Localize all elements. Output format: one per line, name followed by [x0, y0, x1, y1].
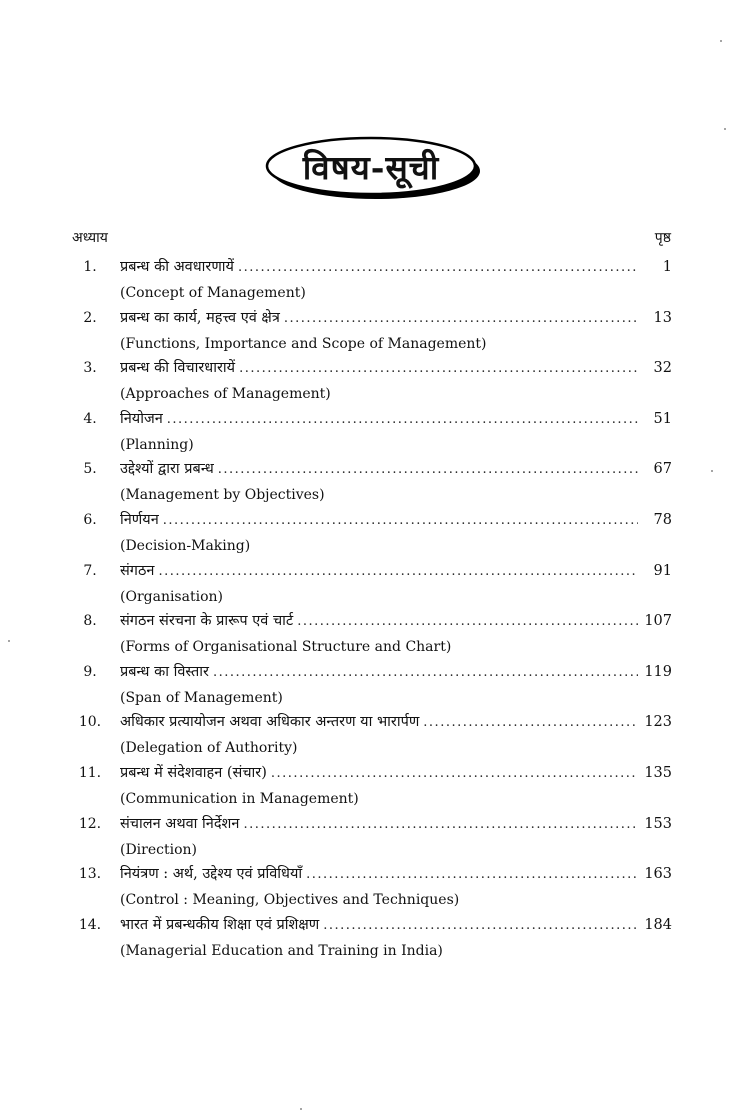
toc-entry	[60, 256, 672, 307]
page-number: 51	[653, 410, 672, 427]
chapter-title-hindi: संगठन	[120, 562, 155, 579]
chapter-title-english: (Functions, Importance and Scope of Management)	[120, 335, 487, 352]
chapter-number: 6.	[83, 511, 97, 528]
toc-entry	[60, 560, 672, 611]
chapter-title-english: (Direction)	[120, 841, 197, 858]
chapter-number: 14.	[78, 916, 102, 933]
toc-entry-main-line	[60, 914, 672, 940]
leader-dots	[284, 311, 638, 326]
page-number: 135	[644, 764, 672, 781]
toc-entry-main-line	[60, 408, 672, 434]
page-number: 67	[653, 461, 672, 478]
chapter-number: 2.	[83, 309, 97, 326]
page-number: 163	[644, 866, 672, 883]
toc-entry	[60, 509, 672, 560]
chapter-title-hindi: निर्णयन	[120, 511, 159, 528]
toc-entry-main-line	[60, 256, 672, 282]
toc-entry	[60, 458, 672, 509]
chapter-number: 13.	[78, 866, 102, 883]
leader-dots	[243, 817, 638, 832]
toc-entry-main-line	[60, 813, 672, 839]
chapter-title-english: (Planning)	[120, 436, 194, 453]
toc-entry	[60, 711, 672, 762]
toc-entry	[60, 863, 672, 914]
leader-dots	[167, 412, 638, 427]
chapter-title-english: (Concept of Management)	[120, 285, 306, 301]
page-number: 32	[653, 360, 672, 377]
toc-entry	[60, 762, 672, 813]
toc-entry	[60, 408, 672, 459]
chapter-number: 5.	[83, 461, 97, 478]
chapter-number: 7.	[83, 562, 97, 579]
page-number: 13	[653, 309, 672, 326]
leader-dots	[238, 260, 638, 275]
chapter-title-hindi: प्रबन्ध का विस्तार	[120, 663, 209, 680]
chapter-title-hindi: संगठन संरचना के प्रारूप एवं चार्ट	[120, 613, 294, 630]
chapter-number: 3.	[83, 360, 97, 377]
chapter-number: 10.	[78, 714, 102, 731]
chapter-title-english: (Forms of Organisational Structure and Chart)	[120, 639, 452, 656]
toc-entry	[60, 813, 672, 864]
chapter-title-english: (Organisation)	[120, 588, 223, 605]
page-number: 1	[662, 259, 672, 275]
toc-entry	[60, 610, 672, 661]
leader-dots	[239, 361, 638, 376]
chapter-number: 4.	[83, 410, 97, 427]
chapter-title-hindi: उद्देश्यों द्वारा प्रबन्ध	[120, 461, 214, 478]
chapter-title-english: (Control : Meaning, Objectives and Techniques)	[120, 892, 460, 909]
chapter-title-english: (Managerial Education and Training in India)	[120, 942, 443, 959]
toc-entry-main-line	[60, 863, 672, 889]
chapter-title-english: (Span of Management)	[120, 689, 283, 706]
chapter-header: अध्याय	[72, 230, 108, 246]
chapter-number: 12.	[78, 815, 102, 832]
toc-entry-main-line	[60, 458, 672, 484]
chapter-title-hindi: प्रबन्ध में संदेशवाहन (संचार)	[120, 764, 267, 781]
leader-dots	[297, 614, 638, 629]
chapter-title-hindi: प्रबन्ध की विचारधारायें	[120, 360, 236, 377]
toc-entry-main-line	[60, 610, 672, 636]
chapter-title-english: (Approaches of Management)	[120, 386, 331, 403]
page-header: पृष्ठ	[654, 230, 671, 246]
chapter-number: 11.	[78, 764, 102, 781]
chapter-title-hindi: नियंत्रण : अर्थ, उद्देश्य एवं प्रविधियाँ	[120, 866, 303, 883]
toc-entry-main-line	[60, 711, 672, 737]
toc-entry	[60, 307, 672, 358]
leader-dots	[218, 462, 638, 477]
leader-dots	[213, 665, 638, 680]
chapter-title-english: (Decision-Making)	[120, 537, 251, 554]
scan-speck	[724, 128, 726, 130]
page-number: 107	[644, 613, 672, 630]
chapter-title-english: (Delegation of Authority)	[120, 740, 298, 757]
chapter-number: 9.	[83, 663, 97, 680]
page-number: 153	[644, 815, 672, 832]
scan-speck	[720, 40, 722, 42]
scan-speck	[300, 1108, 302, 1110]
leader-dots	[323, 918, 638, 933]
chapter-title-english: (Management by Objectives)	[120, 487, 325, 504]
table-of-contents	[60, 256, 672, 964]
page-number: 184	[644, 916, 672, 933]
page-title: विषय-सूची	[302, 147, 440, 187]
toc-entry-main-line	[60, 560, 672, 586]
leader-dots	[306, 867, 638, 882]
scan-speck	[711, 470, 713, 472]
chapter-title-hindi: प्रबन्ध की अवधारणायें	[120, 259, 234, 275]
leader-dots	[271, 766, 638, 781]
title-badge	[264, 135, 484, 203]
page-number: 78	[653, 511, 672, 528]
chapter-title-hindi: नियोजन	[120, 410, 163, 427]
toc-entry	[60, 661, 672, 712]
page-number: 91	[653, 562, 672, 579]
toc-entry-main-line	[60, 509, 672, 535]
chapter-title-hindi: भारत में प्रबन्धकीय शिक्षा एवं प्रशिक्षण	[120, 916, 320, 933]
scan-speck	[8, 640, 10, 642]
toc-entry-main-line	[60, 661, 672, 687]
page-number: 119	[644, 663, 672, 680]
page-number: 123	[644, 714, 672, 731]
leader-dots	[423, 715, 638, 730]
chapter-title-english: (Communication in Management)	[120, 790, 359, 807]
toc-entry	[60, 914, 672, 965]
toc-entry-main-line	[60, 307, 672, 333]
toc-entry-main-line	[60, 357, 672, 383]
toc-entry	[60, 357, 672, 408]
chapter-title-hindi: अधिकार प्रत्यायोजन अथवा अधिकार अन्तरण या भारार्पण	[120, 714, 420, 731]
chapter-number: 1.	[83, 259, 97, 275]
toc-entry-main-line	[60, 762, 672, 788]
chapter-number: 8.	[83, 613, 97, 630]
chapter-title-hindi: संचालन अथवा निर्देशन	[120, 815, 240, 832]
leader-dots	[163, 513, 638, 528]
leader-dots	[158, 564, 638, 579]
chapter-title-hindi: प्रबन्ध का कार्य, महत्त्व एवं क्षेत्र	[120, 309, 280, 326]
